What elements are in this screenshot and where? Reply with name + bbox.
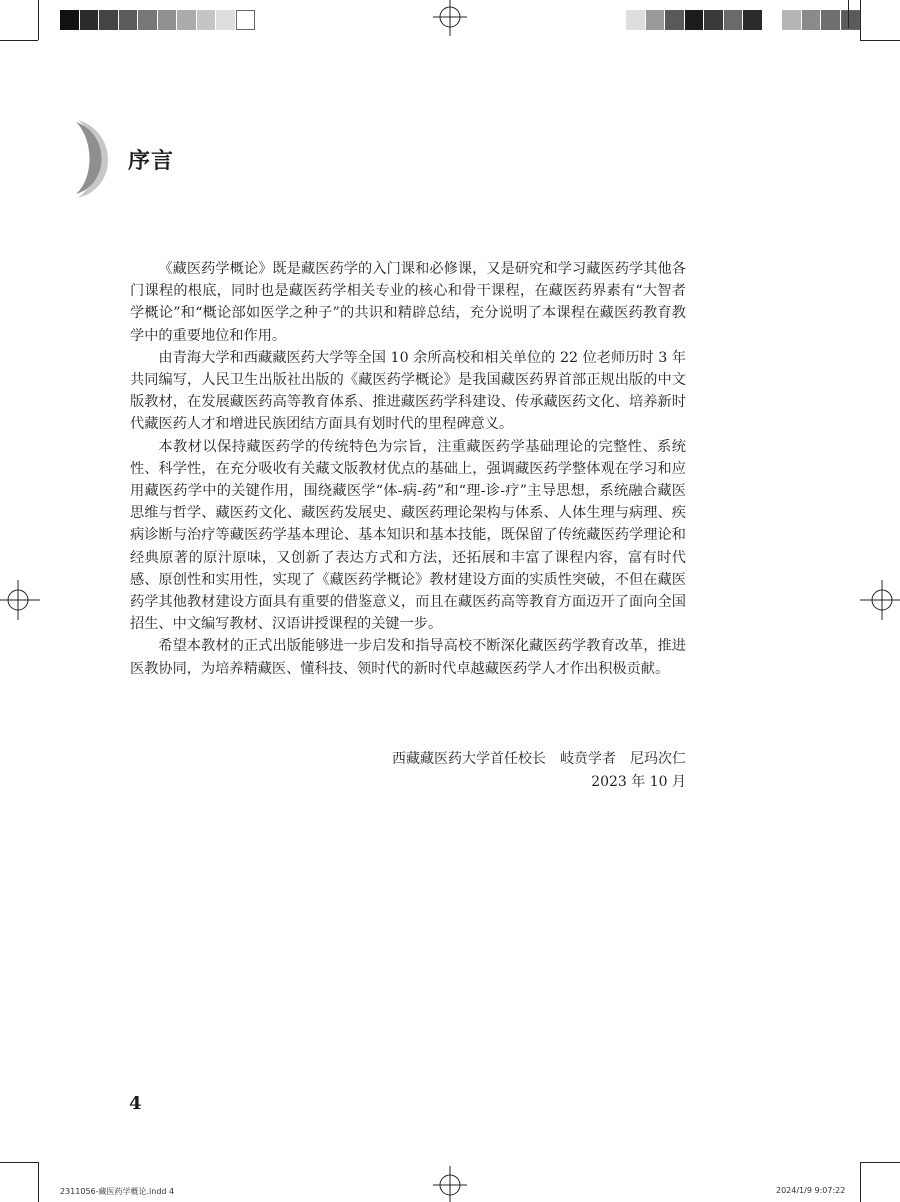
color-swatch: [704, 10, 724, 30]
paragraph: 本教材以保持藏医药学的传统特色为宗旨，注重藏医药学基础理论的完整性、系统性、科学性，在充分吸收有关藏文版教材优点的基础上，强调藏医药学整体观在学习和应用藏医药学中的关键作用，围绕藏医学“体-病-药”和“理-诊-疗”主导思想，系统融合藏医思维与哲学、藏医药文化、藏医药发展史、藏医药理论架构与体系、人体生理与病理、疾病诊断与治疗等藏医药学基本理论、基本知识和基本技能，既保留了传统藏医药学理论和经典原著的原汁原味，又创新了表达方式和方法，还拓展和丰富了课程内容，富有时代感、原创性和实用性，实现了《藏医药学概论》教材建设方面的实质性突破，不但在藏医药学其他教材建设方面具有重要的借鉴意义，而且在藏医药高等教育方面迈开了面向全国招生、中文编写教材、汉语讲授课程的关键一步。: [130, 438, 686, 633]
page-number: 4: [129, 1093, 142, 1114]
color-swatch: [743, 10, 763, 30]
crop-mark: [848, 0, 849, 28]
color-swatch: [80, 10, 100, 30]
slug-timestamp: 2024/1/9 9:07:22: [776, 1186, 846, 1195]
color-swatch: [119, 10, 139, 30]
crop-mark: [860, 0, 861, 40]
registration-mark-bottom: [425, 1166, 475, 1202]
color-swatch: [841, 10, 861, 30]
paragraph: 由青海大学和西藏藏医药大学等全国 10 余所高校和相关单位的 22 位老师历时 3 年共同编写，人民卫生出版社出版的《藏医药学概论》是我国藏医药界首部正规出版的中文版教材，在发展藏医药高等教育体系、推进藏医药学科建设、传承藏医药文化、培养新时代藏医药人才和增进民族团结方面具有划时代的里程碑意义。: [130, 349, 686, 433]
color-swatch: [177, 10, 197, 30]
color-swatch: [763, 10, 783, 30]
paragraph: 希望本教材的正式出版能够进一步启发和指导高校不断深化藏医药学教育改革，推进医教协同，为培养精藏医、懂科技、领时代的新时代卓越藏医药学人才作出积极贡献。: [130, 638, 686, 677]
color-swatch: [197, 10, 217, 30]
color-swatch: [685, 10, 705, 30]
color-swatch: [724, 10, 744, 30]
registration-mark-left: [0, 565, 40, 635]
color-swatch: [821, 10, 841, 30]
page-title: 序言: [128, 149, 175, 174]
heading-bracket-icon: [72, 118, 124, 200]
color-swatch: [646, 10, 666, 30]
color-swatch: [60, 10, 80, 30]
signature-date: 2023 年 10 月: [591, 774, 686, 790]
crop-mark: [0, 1162, 38, 1163]
crop-mark: [38, 0, 39, 40]
paragraph: 《藏医药学概论》既是藏医药学的入门课和必修课，又是研究和学习藏医药学其他各门课程的根底，同时也是藏医药学相关专业的核心和骨干课程，在藏医药界素有“大智者学概论”和“概论部如医学之种子”的共识和精辟总结，充分说明了本课程在藏医药教育教学中的重要地位和作用。: [130, 261, 686, 344]
color-swatch: [138, 10, 158, 30]
color-swatch: [158, 10, 178, 30]
crop-mark: [38, 1162, 39, 1202]
color-swatch: [802, 10, 822, 30]
crop-mark: [0, 40, 38, 41]
crop-mark: [860, 1162, 861, 1202]
registration-mark-top: [425, 0, 475, 36]
color-bar-right: [626, 10, 860, 30]
color-bar-left: [60, 10, 255, 30]
slug-filename: 2311056-藏医药学概论.indd 4: [60, 1187, 175, 1196]
color-swatch: [626, 10, 646, 30]
color-swatch: [782, 10, 802, 30]
color-swatch: [99, 10, 119, 30]
color-swatch: [236, 10, 256, 30]
crop-mark: [860, 1162, 900, 1163]
color-swatch: [216, 10, 236, 30]
crop-mark: [860, 40, 900, 41]
color-swatch: [665, 10, 685, 30]
signature-author: 西藏藏医药大学首任校长 岐贲学者 尼玛次仁: [392, 751, 686, 767]
registration-mark-right: [860, 565, 900, 635]
preface-body: [130, 258, 686, 680]
